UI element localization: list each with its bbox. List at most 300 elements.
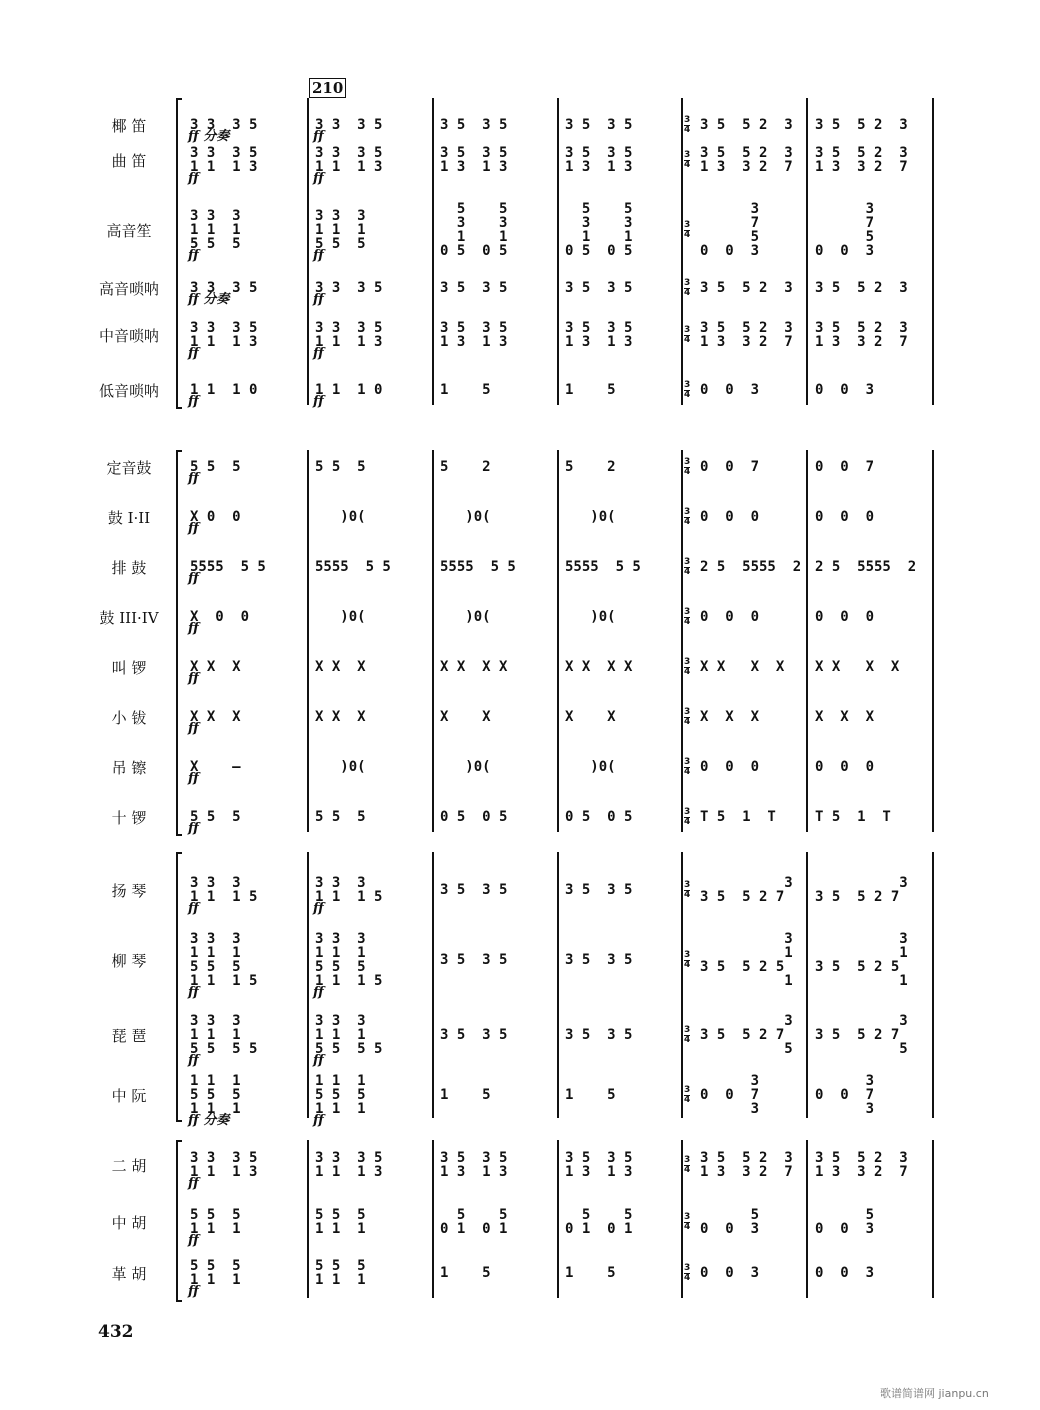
time-signature-denominator: 4 bbox=[684, 960, 691, 970]
time-signature-denominator: 4 bbox=[684, 230, 691, 240]
measure bbox=[315, 1259, 366, 1287]
note-line: 0 0 7 bbox=[815, 1087, 875, 1103]
note-line: 3 3 3 5 bbox=[315, 280, 383, 296]
note-line: 1 1 1 bbox=[315, 1221, 366, 1237]
time-signature-denominator: 4 bbox=[684, 667, 691, 677]
measure bbox=[700, 710, 759, 724]
time-signature-numerator: 3 bbox=[684, 1263, 691, 1273]
note-line: 1 3 1 3 bbox=[440, 334, 508, 350]
time-signature bbox=[684, 381, 690, 400]
note-line: X X X bbox=[700, 709, 760, 725]
instrument-label: 叫 锣 bbox=[111, 659, 147, 677]
system-brace-3 bbox=[176, 1140, 182, 1302]
measure bbox=[815, 1074, 874, 1116]
note-line: 0 5 0 5 bbox=[440, 243, 508, 259]
note-line: 1 3 3 2 7 bbox=[700, 1164, 793, 1180]
dynamic-marking: ff bbox=[313, 346, 324, 361]
instrument-label: 革 胡 bbox=[111, 1265, 147, 1283]
note-line: 5 5 5 bbox=[315, 1087, 366, 1103]
measure bbox=[565, 1151, 632, 1179]
note-line: 3 5 3 5 bbox=[440, 320, 508, 336]
note-line: 3 5 5 2 3 bbox=[700, 1150, 793, 1166]
time-signature-denominator: 4 bbox=[684, 817, 691, 827]
measure bbox=[440, 202, 507, 258]
note-line: 5 5 bbox=[565, 201, 633, 217]
note-line: X X X bbox=[190, 709, 241, 725]
measure bbox=[700, 281, 793, 295]
rehearsal-mark: 210 bbox=[309, 78, 346, 98]
barline bbox=[932, 450, 934, 832]
page-number: 432 bbox=[98, 1322, 134, 1342]
note-line: )0( bbox=[565, 509, 616, 525]
note-line: 3 3 3 5 bbox=[190, 145, 258, 161]
instrument-label: 柳 琴 bbox=[111, 952, 147, 970]
dynamic-marking: ff bbox=[188, 248, 199, 263]
note-line: 5555 5 5 bbox=[315, 559, 391, 575]
time-signature-numerator: 3 bbox=[684, 220, 691, 230]
measure bbox=[440, 1151, 507, 1179]
dynamic-marking: ff bbox=[313, 1053, 324, 1068]
dynamic-marking: ff bbox=[313, 901, 324, 916]
note-line: 3 3 3 5 bbox=[315, 1150, 383, 1166]
measure bbox=[815, 876, 908, 904]
dynamic-marking: ff bbox=[188, 1053, 199, 1068]
note-line: 3 3 3 5 bbox=[315, 145, 383, 161]
note-line: 3 5 3 5 bbox=[565, 1027, 633, 1043]
note-line: X X X X bbox=[440, 659, 508, 675]
measure bbox=[815, 146, 908, 174]
barline bbox=[681, 1140, 683, 1298]
time-signature-denominator: 4 bbox=[684, 1165, 691, 1175]
time-signature bbox=[684, 221, 690, 240]
note-line: 7 bbox=[815, 215, 875, 231]
time-signature-numerator: 3 bbox=[684, 707, 691, 717]
measure bbox=[700, 383, 759, 397]
note-line: 5 5 5 bbox=[190, 1207, 241, 1223]
measure bbox=[440, 118, 507, 132]
dynamic-marking: ff bbox=[188, 346, 199, 361]
dynamic-marking: ff bbox=[188, 1284, 199, 1299]
time-signature-denominator: 4 bbox=[684, 717, 691, 727]
barline bbox=[806, 1140, 808, 1298]
note-line: 1 3 3 2 7 bbox=[700, 159, 793, 175]
time-signature-denominator: 4 bbox=[684, 1222, 691, 1232]
measure bbox=[700, 1014, 793, 1056]
time-signature-denominator: 4 bbox=[684, 467, 691, 477]
note-line: 5 5 5 bbox=[190, 809, 241, 825]
note-line: 5 5 5 bbox=[315, 959, 366, 975]
dynamic-marking: ff 分奏 bbox=[188, 1113, 230, 1128]
time-signature-numerator: 3 bbox=[684, 457, 691, 467]
barline bbox=[806, 852, 808, 1118]
note-line: 3 5 5 2 3 bbox=[700, 117, 793, 133]
barline bbox=[806, 450, 808, 832]
dynamic-marking: ff bbox=[313, 1113, 324, 1128]
barline bbox=[432, 450, 434, 832]
time-signature bbox=[684, 758, 690, 777]
note-line: 3 bbox=[700, 1013, 793, 1029]
measure bbox=[815, 321, 908, 349]
time-signature-numerator: 3 bbox=[684, 380, 691, 390]
barline bbox=[681, 98, 683, 405]
time-signature-numerator: 3 bbox=[684, 507, 691, 517]
measure bbox=[565, 953, 632, 967]
note-line: 0 5 0 5 bbox=[440, 809, 508, 825]
note-line: 1 3 3 2 7 bbox=[815, 159, 908, 175]
note-line: 1 1 1 0 bbox=[190, 382, 258, 398]
dynamic-marking: ff bbox=[188, 171, 199, 186]
note-line: X X X X bbox=[815, 659, 900, 675]
time-signature-denominator: 4 bbox=[684, 567, 691, 577]
measure bbox=[440, 1088, 491, 1102]
time-signature bbox=[684, 116, 690, 135]
note-line: 5 bbox=[815, 1207, 875, 1223]
note-line: 3 5 5 2 7 bbox=[700, 1027, 785, 1043]
measure bbox=[315, 810, 366, 824]
measure bbox=[815, 660, 899, 674]
note-line: 0 0 7 bbox=[700, 459, 760, 475]
measure bbox=[815, 460, 874, 474]
instrument-label: 二 胡 bbox=[111, 1157, 147, 1175]
measure bbox=[565, 202, 632, 258]
time-signature-numerator: 3 bbox=[684, 950, 691, 960]
measure bbox=[565, 460, 616, 474]
note-line: 5 bbox=[815, 229, 875, 245]
note-line: 0 0 7 bbox=[700, 1087, 760, 1103]
measure bbox=[565, 383, 616, 397]
note-line: 0 0 0 bbox=[815, 759, 875, 775]
measure bbox=[190, 1151, 257, 1179]
dynamic-marking: ff bbox=[188, 771, 199, 786]
time-signature bbox=[684, 808, 690, 827]
measure bbox=[190, 1208, 241, 1236]
note-line: 3 5 5 2 7 bbox=[700, 889, 785, 905]
time-signature-numerator: 3 bbox=[684, 1025, 691, 1035]
note-line: 5 5 5 bbox=[190, 1258, 241, 1274]
dynamic-marking: ff bbox=[188, 1233, 199, 1248]
measure bbox=[815, 1208, 874, 1236]
instrument-label: 曲 笛 bbox=[111, 152, 147, 170]
note-line: 1 3 1 3 bbox=[565, 1164, 633, 1180]
note-line: 1 1 1 bbox=[190, 1073, 241, 1089]
barline bbox=[307, 852, 309, 1118]
note-line: 1 1 1 bbox=[190, 1272, 241, 1288]
barline bbox=[307, 1140, 309, 1298]
measure bbox=[315, 1074, 366, 1116]
note-line: )0( bbox=[440, 609, 491, 625]
note-line: 1 1 1 bbox=[190, 1027, 241, 1043]
dynamic-marking: ff bbox=[188, 821, 199, 836]
note-line: 3 3 3 5 bbox=[190, 1150, 258, 1166]
note-line: 3 5 3 5 bbox=[565, 320, 633, 336]
note-line: 3 5 3 5 bbox=[565, 145, 633, 161]
note-line: )0( bbox=[315, 759, 366, 775]
note-line: 2 5 5555 2 bbox=[815, 559, 917, 575]
system-brace-0 bbox=[176, 98, 182, 409]
measure bbox=[315, 118, 382, 132]
time-signature-denominator: 4 bbox=[684, 1273, 691, 1283]
measure bbox=[815, 710, 874, 724]
measure bbox=[700, 1074, 759, 1116]
measure bbox=[440, 281, 507, 295]
measure bbox=[815, 560, 916, 574]
barline bbox=[557, 98, 559, 405]
note-line: 1 bbox=[700, 945, 793, 961]
time-signature-denominator: 4 bbox=[684, 1095, 691, 1105]
note-line: 3 3 3 bbox=[190, 1013, 241, 1029]
measure bbox=[700, 118, 793, 132]
dynamic-marking: ff 分奏 bbox=[188, 292, 230, 307]
note-line: 3 5 3 5 bbox=[565, 1150, 633, 1166]
dynamic-marking: ff bbox=[188, 901, 199, 916]
measure bbox=[700, 1208, 759, 1236]
note-line: 5 5 bbox=[565, 1207, 633, 1223]
time-signature-denominator: 4 bbox=[684, 288, 691, 298]
measure bbox=[315, 932, 382, 988]
note-line: 1 1 bbox=[440, 229, 508, 245]
measure bbox=[565, 1208, 632, 1236]
measure bbox=[190, 146, 257, 174]
note-line: 1 5 bbox=[440, 382, 491, 398]
time-signature bbox=[684, 508, 690, 527]
note-line: 0 0 3 bbox=[815, 1265, 875, 1281]
note-line: X X bbox=[565, 709, 616, 725]
time-signature bbox=[684, 326, 690, 345]
note-line: 3 5 5 2 3 bbox=[815, 320, 908, 336]
time-signature bbox=[684, 1086, 690, 1105]
barline bbox=[932, 98, 934, 405]
measure bbox=[315, 510, 366, 524]
note-line: 3 3 3 bbox=[190, 931, 241, 947]
barline bbox=[307, 450, 309, 832]
dynamic-marking: ff bbox=[188, 394, 199, 409]
note-line: )0( bbox=[565, 759, 616, 775]
time-signature-denominator: 4 bbox=[684, 1035, 691, 1045]
time-signature-numerator: 3 bbox=[684, 325, 691, 335]
time-signature-numerator: 3 bbox=[684, 607, 691, 617]
note-line: 3 bbox=[700, 1073, 760, 1089]
measure bbox=[815, 1151, 908, 1179]
note-line: 3 5 3 5 bbox=[440, 1027, 508, 1043]
note-line: 5 bbox=[700, 229, 760, 245]
measure bbox=[815, 118, 908, 132]
dynamic-marking: ff bbox=[313, 248, 324, 263]
measure bbox=[565, 760, 616, 774]
instrument-label: 中音唢呐 bbox=[98, 327, 159, 345]
time-signature-numerator: 3 bbox=[684, 807, 691, 817]
note-line: 1 5 bbox=[565, 1265, 616, 1281]
dynamic-marking: ff bbox=[188, 671, 199, 686]
barline bbox=[932, 852, 934, 1118]
note-line: 3 5 3 5 bbox=[440, 145, 508, 161]
time-signature-numerator: 3 bbox=[684, 1155, 691, 1165]
note-line: 1 3 3 2 7 bbox=[815, 1164, 908, 1180]
measure bbox=[700, 876, 793, 904]
note-line: 5 5 bbox=[440, 1207, 508, 1223]
note-line: 1 1 1 bbox=[315, 222, 366, 238]
note-line: 3 3 3 5 bbox=[190, 117, 258, 133]
measure bbox=[440, 146, 507, 174]
note-line: 5 bbox=[700, 1207, 760, 1223]
instrument-label: 中 阮 bbox=[111, 1087, 147, 1105]
note-line: X X X X bbox=[700, 659, 785, 675]
time-signature-denominator: 4 bbox=[684, 617, 691, 627]
note-line: 5 5 5 5 bbox=[315, 1041, 383, 1057]
measure bbox=[815, 760, 874, 774]
instrument-label: 高音笙 bbox=[106, 222, 152, 240]
time-signature bbox=[684, 608, 690, 627]
note-line: 3 5 5 2 5 bbox=[700, 959, 785, 975]
note-line: 3 3 3 bbox=[190, 875, 241, 891]
measure bbox=[815, 1014, 908, 1056]
note-line: 3 5 5 2 7 bbox=[815, 1027, 900, 1043]
note-line: 0 0 3 bbox=[815, 1221, 875, 1237]
dynamic-marking: ff bbox=[188, 1176, 199, 1191]
note-line: 5 5 bbox=[440, 201, 508, 217]
note-line: 0 0 0 bbox=[815, 609, 875, 625]
measure bbox=[440, 1208, 507, 1236]
time-signature-denominator: 4 bbox=[684, 890, 691, 900]
time-signature bbox=[684, 1026, 690, 1045]
measure bbox=[190, 876, 257, 904]
measure bbox=[700, 660, 784, 674]
note-line: )0( bbox=[440, 509, 491, 525]
note-line: 0 0 3 bbox=[700, 1265, 760, 1281]
note-line: 1 5 bbox=[565, 1087, 616, 1103]
note-line: 1 1 1 3 bbox=[315, 159, 383, 175]
barline bbox=[432, 98, 434, 405]
instrument-label: 定音鼓 bbox=[106, 459, 152, 477]
barline bbox=[432, 852, 434, 1118]
note-line: 3 3 3 5 bbox=[315, 320, 383, 336]
instrument-label: 小 钹 bbox=[111, 709, 147, 727]
note-line: 3 5 5 2 5 bbox=[815, 959, 900, 975]
dynamic-marking: ff bbox=[188, 471, 199, 486]
note-line: 1 1 1 bbox=[190, 1221, 241, 1237]
dynamic-marking: ff bbox=[188, 621, 199, 636]
time-signature bbox=[684, 708, 690, 727]
time-signature bbox=[684, 458, 690, 477]
time-signature bbox=[684, 279, 690, 298]
dynamic-marking: ff bbox=[313, 292, 324, 307]
note-line: 5 bbox=[700, 1041, 793, 1057]
measure bbox=[440, 1266, 491, 1280]
note-line: 1 1 bbox=[565, 229, 633, 245]
note-line: 1 1 1 bbox=[190, 1101, 241, 1117]
measure bbox=[565, 883, 632, 897]
barline bbox=[806, 98, 808, 405]
note-line: 5 5 5 bbox=[315, 809, 366, 825]
barline bbox=[681, 450, 683, 832]
dynamic-marking: ff bbox=[313, 129, 324, 144]
measure bbox=[700, 1151, 793, 1179]
note-line: 5 5 5 5 bbox=[190, 1041, 258, 1057]
note-line: 1 1 1 3 bbox=[190, 334, 258, 350]
note-line: 5 2 bbox=[440, 459, 491, 475]
measure bbox=[440, 560, 516, 574]
note-line: 1 1 1 bbox=[315, 1101, 366, 1117]
note-line: 3 5 5 2 3 bbox=[815, 117, 908, 133]
measure bbox=[565, 1028, 632, 1042]
note-line: 3 5 3 5 bbox=[565, 882, 633, 898]
time-signature bbox=[684, 558, 690, 577]
note-line: 5 5 5 bbox=[315, 1207, 366, 1223]
note-line: 3 bbox=[815, 1013, 908, 1029]
dynamic-marking: ff bbox=[188, 571, 199, 586]
note-line: 1 1 1 3 bbox=[315, 334, 383, 350]
instrument-label: 扬 琴 bbox=[111, 882, 147, 900]
instrument-label: 琵 琶 bbox=[111, 1027, 147, 1045]
measure bbox=[700, 810, 776, 824]
note-line: 3 5 5 2 3 bbox=[815, 145, 908, 161]
note-line: X X X bbox=[190, 659, 241, 675]
measure bbox=[565, 281, 632, 295]
measure bbox=[815, 510, 874, 524]
note-line: 3 bbox=[700, 201, 760, 217]
instrument-label: 鼓 I·II bbox=[107, 509, 151, 527]
measure bbox=[315, 321, 382, 349]
measure bbox=[440, 610, 491, 624]
note-line: 3 bbox=[815, 1101, 875, 1117]
system-brace-1 bbox=[176, 450, 182, 836]
note-line: 1 1 1 bbox=[190, 945, 241, 961]
dynamic-marking: ff bbox=[313, 394, 324, 409]
time-signature-numerator: 3 bbox=[684, 115, 691, 125]
note-line: 3 5 5 2 3 bbox=[815, 280, 908, 296]
measure bbox=[565, 321, 632, 349]
note-line: 1 1 1 5 bbox=[315, 973, 383, 989]
note-line: 3 3 3 bbox=[315, 875, 366, 891]
time-signature-numerator: 3 bbox=[684, 557, 691, 567]
note-line: X – bbox=[190, 759, 241, 775]
note-line: 3 bbox=[815, 1073, 875, 1089]
note-line: 3 bbox=[700, 1101, 760, 1117]
measure bbox=[190, 560, 266, 574]
measure bbox=[315, 209, 366, 251]
dynamic-marking: ff bbox=[313, 985, 324, 1000]
measure bbox=[315, 710, 366, 724]
measure bbox=[565, 118, 632, 132]
time-signature-numerator: 3 bbox=[684, 1085, 691, 1095]
instrument-label: 排 鼓 bbox=[111, 559, 147, 577]
note-line: 3 3 bbox=[565, 215, 633, 231]
measure bbox=[700, 932, 793, 988]
note-line: T 5 1 T bbox=[700, 809, 776, 825]
note-line: 1 3 1 3 bbox=[440, 159, 508, 175]
time-signature-numerator: 3 bbox=[684, 757, 691, 767]
measure bbox=[440, 810, 507, 824]
note-line: 1 1 1 bbox=[315, 1027, 366, 1043]
note-line: 1 1 1 3 bbox=[190, 159, 258, 175]
measure bbox=[190, 1259, 241, 1287]
note-line: 3 3 3 5 bbox=[190, 280, 258, 296]
note-line: 5 5 5 bbox=[190, 459, 241, 475]
measure bbox=[565, 660, 632, 674]
measure bbox=[315, 876, 382, 904]
measure bbox=[315, 1208, 366, 1236]
note-line: 3 5 3 5 bbox=[565, 117, 633, 133]
measure bbox=[190, 383, 257, 397]
note-line: 3 bbox=[700, 875, 793, 891]
measure bbox=[565, 146, 632, 174]
note-line: 5 5 5 bbox=[315, 459, 366, 475]
note-line: X 0 0 bbox=[190, 609, 250, 625]
measure bbox=[190, 209, 241, 251]
measure bbox=[700, 146, 793, 174]
measure bbox=[440, 1028, 507, 1042]
note-line: 3 5 5 2 3 bbox=[700, 145, 793, 161]
note-line: 1 bbox=[815, 945, 908, 961]
